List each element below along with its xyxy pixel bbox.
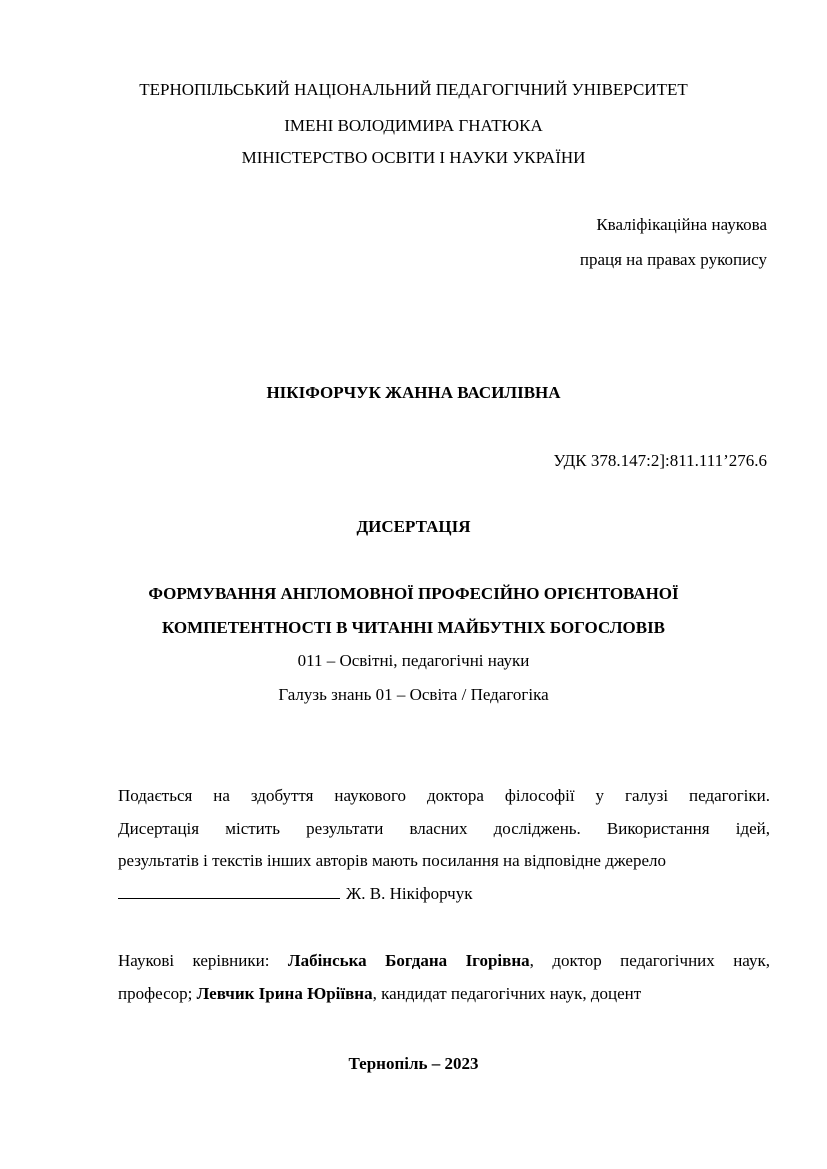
dissertation-title-line1: ФОРМУВАННЯ АНГЛОМОВНОЇ ПРОФЕСІЙНО ОРІЄНТОВАНОЇ (148, 584, 679, 603)
submission-line3: результатів і текстів інших авторів мають посилання на відповідне джерело (118, 851, 666, 870)
signature-row (118, 878, 770, 911)
manuscript-note-line2: праця на правах рукопису (579, 250, 767, 269)
submission-line2: Дисертація містить результати власних досліджень. Використання ідей, (118, 818, 770, 838)
dissertation-title-line2: КОМПЕТЕНТНОСТІ В ЧИТАННІ МАЙБУТНІХ БОГОСЛОВІВ (161, 618, 666, 637)
supervisor1-title-cont: професор; (118, 983, 193, 1003)
supervisors-label: Наукові керівники: (118, 951, 270, 970)
city-year: Тернопіль – 2023 (348, 1054, 479, 1073)
signature-name: Ж. В. Нікіфорчук (346, 883, 473, 903)
university-name-line2: ІМЕНІ ВОЛОДИМИРА ГНАТЮКА (284, 116, 543, 135)
manuscript-note-line1: Кваліфікаційна наукова (596, 215, 767, 234)
supervisor1-title: , доктор педагогічних наук, (529, 951, 770, 970)
udc-code: УДК 378.147:2]:811.111’276.6 (553, 451, 767, 470)
university-name-line1: ТЕРНОПІЛЬСЬКИЙ НАЦІОНАЛЬНИЙ ПЕДАГОГІЧНИЙ УНІВЕРСИТЕТ (139, 80, 688, 99)
ministry-name: МІНІСТЕРСТВО ОСВІТИ І НАУКИ УКРАЇНИ (241, 148, 586, 167)
supervisors-paragraph (118, 945, 770, 1010)
author-name: НІКІФОРЧУК ЖАННА ВАСИЛІВНА (266, 383, 561, 402)
document-type: ДИСЕРТАЦІЯ (356, 517, 471, 536)
supervisor2-name: Левчик Ірина Юріївна (196, 983, 373, 1003)
submission-line1: Подається на здобуття наукового доктора філософії у галузі педагогіки. (118, 786, 770, 805)
supervisor2-title: , кандидат педагогічних наук, доцент (372, 983, 642, 1003)
supervisors-line2 (118, 978, 770, 1011)
submission-paragraph (118, 780, 770, 910)
supervisors-line1 (118, 945, 770, 978)
field-of-knowledge: Галузь знань 01 – Освіта / Педагогіка (278, 685, 549, 704)
specialty: 011 – Освітні, педагогічні науки (297, 651, 530, 670)
signature-line (118, 884, 340, 899)
supervisor1-name: Лабінська Богдана Ігорівна (287, 951, 530, 970)
